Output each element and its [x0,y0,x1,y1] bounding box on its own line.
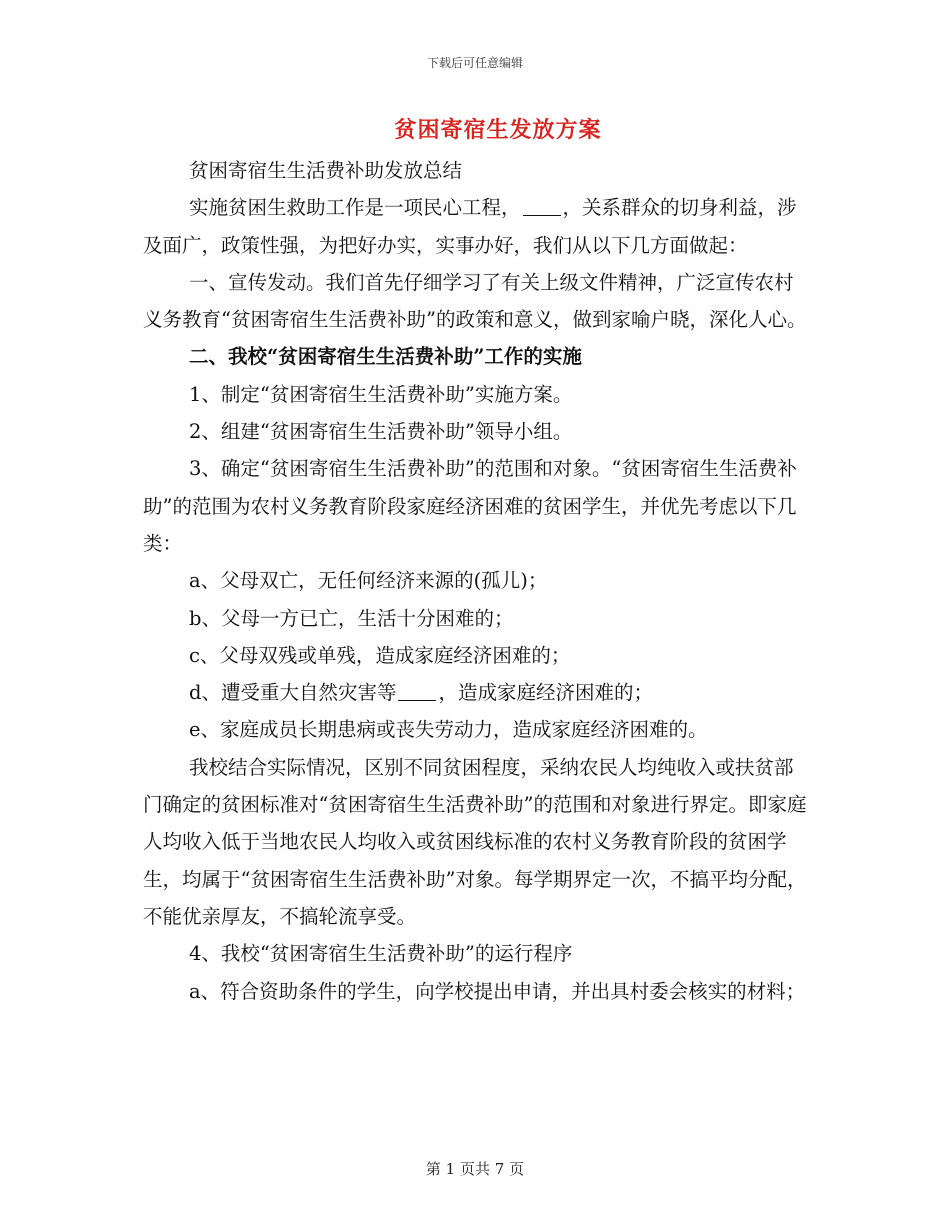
paragraph-intro-part2: ，关系群众的切身利益，涉及面广，政策性强，为把好办实，实事办好，我们从以下几方面做起： [143,196,797,257]
section-heading-2: 二、我校“贫困寄宿生生活费补助”工作的实施 [189,345,582,369]
list-item-c: c、父母双残或单残，造成家庭经济困难的； [189,643,571,667]
list-item-4: 4、我校“贫困寄宿生生活费补助”的运行程序 [189,942,573,966]
fill-in-blank [398,680,436,701]
page-footer: 第 1 页共 7 页 [425,1160,525,1178]
list-item-2: 2、组建“贫困寄宿生生活费补助”领导小组。 [189,420,573,444]
list-item-b: b、父母一方已亡，生活十分困难的； [189,606,514,630]
paragraph-intro [143,189,808,264]
fill-in-blank [523,195,561,216]
document-title: 贫困寄宿生发放方案 [394,117,602,143]
paragraph-intro-part1: 实施贫困生救助工作是一项民心工程， [189,196,521,220]
paragraph-subtitle: 贫困寄宿生生活费补助发放总结 [189,159,463,182]
list-item-d-part2: ，造成家庭经济困难的； [438,681,653,705]
procedure-item-a: a、符合资助条件的学生，向学校提出申请，并出具村委会核实的材料； [189,979,806,1003]
list-item-e: e、家庭成员长期患病或丧失劳动力，造成家庭经济困难的。 [189,718,708,742]
paragraph-criteria: 我校结合实际情况，区别不同贫困程度，采纳农民人均纯收入或扶贫部门确定的贫困标准对“贫困寄宿生生活费补助”的范围和对象进行界定。即家庭人均收入低于当地农民人均收入或贫困线标准的农村义务教育阶段的贫困学生，均属于“贫困寄宿生生活费补助”对象。每学期界定一次，不搞平均分配，不能优亲厚友，不搞轮流享受。 [143,755,807,928]
list-item-d-part1: d、遭受重大自然灾害等 [189,681,397,705]
header-note: 下载后可任意编辑 [426,56,523,70]
list-item-1: 1、制定“贫困寄宿生生活费补助”实施方案。 [189,382,573,406]
document-body [143,152,808,1010]
list-item-3: 3、确定“贫困寄宿生生活费补助”的范围和对象。“贫困寄宿生生活费补助”的范围为农村义务教育阶段家庭经济困难的贫困学生，并优先考虑以下几类： [143,457,797,555]
paragraph-section-1: 一、宣传发动。我们首先仔细学习了有关上级文件精神，广泛宣传农村义务教育“贫困寄宿生生活费补助”的政策和意义，做到家喻户晓，深化人心。 [143,270,807,332]
list-item-d [143,674,808,711]
list-item-a: a、父母双亡，无任何经济来源的(孤儿)； [189,569,548,593]
